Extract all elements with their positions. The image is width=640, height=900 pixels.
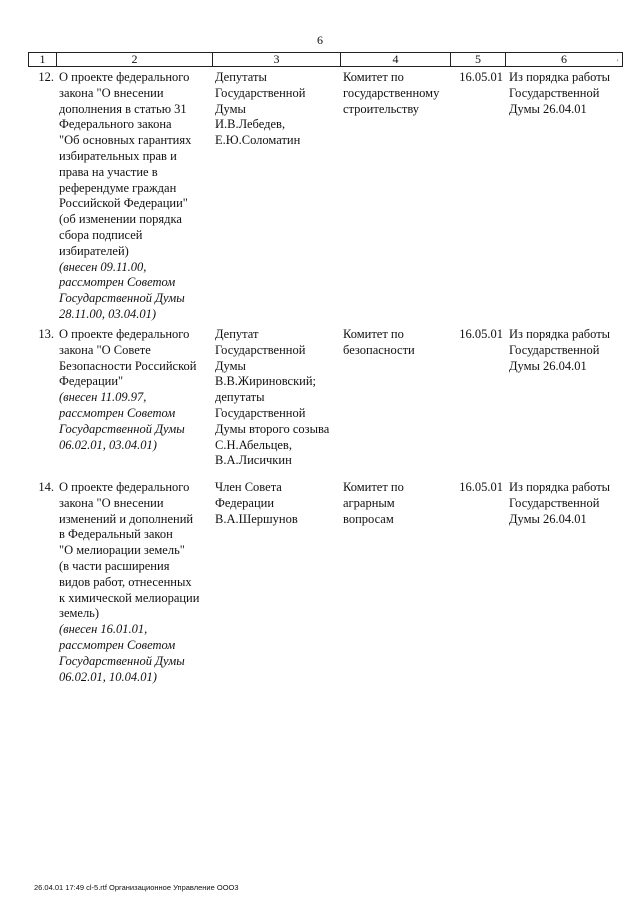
corner-tick-mark: ' [617, 58, 619, 67]
note-line: 06.02.01, 10.04.01) [59, 669, 157, 684]
bill-authors [215, 70, 339, 149]
text-line: Депутаты [215, 70, 267, 84]
note-line: рассмотрен Советом [59, 405, 176, 420]
text-line: референдуме граждан [59, 180, 177, 195]
text-line: Думы второго созыва [215, 421, 330, 436]
text-line: строительству [343, 101, 420, 116]
bill-authors [215, 327, 339, 469]
bill-authors [215, 480, 339, 527]
text-line: "О мелиорации земель" [59, 543, 185, 558]
note-line: 28.11.00, 03.04.01) [59, 306, 156, 321]
text-line: Государственной [509, 85, 600, 100]
column-number-header [28, 52, 623, 67]
text-line: В.А.Шершунов [215, 511, 298, 526]
text-line: аграрным [343, 495, 395, 510]
text-line: депутаты [215, 390, 265, 405]
text-line: Комитет по [343, 480, 404, 494]
bill-title [59, 327, 211, 453]
text-line: Думы 26.04.01 [509, 101, 587, 116]
text-line: (об изменении порядка [59, 212, 182, 227]
text-line: Федерального закона [59, 117, 172, 132]
text-line: Думы 26.04.01 [509, 511, 587, 526]
text-line: С.Н.Абельцев, [215, 437, 292, 452]
entry-number: 13. [38, 327, 54, 341]
text-line: сбора подписей [59, 227, 143, 242]
note-line: Государственной Думы [59, 421, 185, 436]
page-number: 6 [317, 33, 323, 47]
text-line: Думы [215, 358, 246, 373]
responsible-committee [343, 327, 449, 359]
text-line: права на участие в [59, 164, 158, 179]
text-line: О проекте федерального [59, 327, 190, 341]
responsible-committee [343, 480, 449, 527]
text-line: земель) [59, 606, 100, 621]
text-line: государственному [343, 85, 440, 100]
text-line: безопасности [343, 342, 415, 357]
text-line: Думы [215, 101, 246, 116]
note-line: (внесен 16.01.01, [59, 622, 148, 637]
text-line: В.А.Лисичкин [215, 453, 292, 468]
text-line: закона "О внесении [59, 85, 164, 100]
text-line: в Федеральный закон [59, 527, 173, 542]
text-line: Государственной [215, 85, 306, 100]
text-line: закона "О внесении [59, 495, 164, 510]
remark [509, 480, 622, 527]
column-number-5: 5 [451, 53, 506, 67]
text-line: Думы 26.04.01 [509, 358, 587, 373]
column-number-4: 4 [341, 53, 451, 67]
text-line: Российской Федерации" [59, 196, 188, 211]
text-line: "Об основных гарантиях [59, 133, 192, 148]
entry-number: 14. [38, 480, 54, 494]
text-line: Государственной [215, 342, 306, 357]
text-line: В.В.Жириновский; [215, 374, 316, 389]
text-line: Из порядка работы [509, 480, 611, 494]
text-line: Е.Ю.Соломатин [215, 133, 301, 148]
note-line: Государственной Думы [59, 653, 185, 668]
text-line: Федерации [215, 495, 275, 510]
column-number-6: 6 [506, 53, 623, 67]
remark [509, 70, 622, 117]
text-line: Комитет по [343, 70, 404, 84]
text-line: закона "О Совете [59, 342, 151, 357]
note-line: (внесен 09.11.00, [59, 259, 147, 274]
text-line: к химической мелиорации [59, 590, 200, 605]
text-line: дополнения в статью 31 [59, 101, 187, 116]
text-line: Государственной [509, 342, 600, 357]
text-line: Безопасности Российской [59, 358, 197, 373]
hearing-date: 16.05.01 [459, 480, 503, 494]
text-line: Депутат [215, 327, 259, 341]
text-line: Государственной [509, 495, 600, 510]
text-line: вопросам [343, 511, 394, 526]
bill-title [59, 70, 211, 323]
column-number-1: 1 [29, 53, 57, 67]
text-line: Член Совета [215, 480, 282, 494]
text-line: Из порядка работы [509, 70, 611, 84]
entry-number: 12. [38, 70, 54, 84]
text-line: И.В.Лебедев, [215, 117, 286, 132]
text-line: избирателей) [59, 243, 129, 258]
remark [509, 327, 622, 374]
note-line: Государственной Думы [59, 291, 185, 306]
text-line: О проекте федерального [59, 70, 190, 84]
note-line: (внесен 11.09.97, [59, 390, 147, 405]
text-line: видов работ, отнесенных [59, 574, 192, 589]
text-line: избирательных прав и [59, 148, 177, 163]
hearing-date: 16.05.01 [459, 70, 503, 84]
column-number-2: 2 [57, 53, 213, 67]
text-line: Комитет по [343, 327, 404, 341]
text-line: О проекте федерального [59, 480, 190, 494]
text-line: Государственной [215, 405, 306, 420]
print-footer: 26.04.01 17:49 cl-5.rtf Организационное Управление ООО3 [34, 883, 239, 892]
note-line: рассмотрен Советом [59, 637, 176, 652]
responsible-committee [343, 70, 449, 117]
text-line: (в части расширения [59, 558, 170, 573]
note-line: рассмотрен Советом [59, 275, 176, 290]
note-line: 06.02.01, 03.04.01) [59, 437, 157, 452]
text-line: Федерации" [59, 374, 124, 389]
hearing-date: 16.05.01 [459, 327, 503, 341]
text-line: Из порядка работы [509, 327, 611, 341]
bill-title [59, 480, 211, 685]
column-number-3: 3 [213, 53, 341, 67]
text-line: изменений и дополнений [59, 511, 194, 526]
